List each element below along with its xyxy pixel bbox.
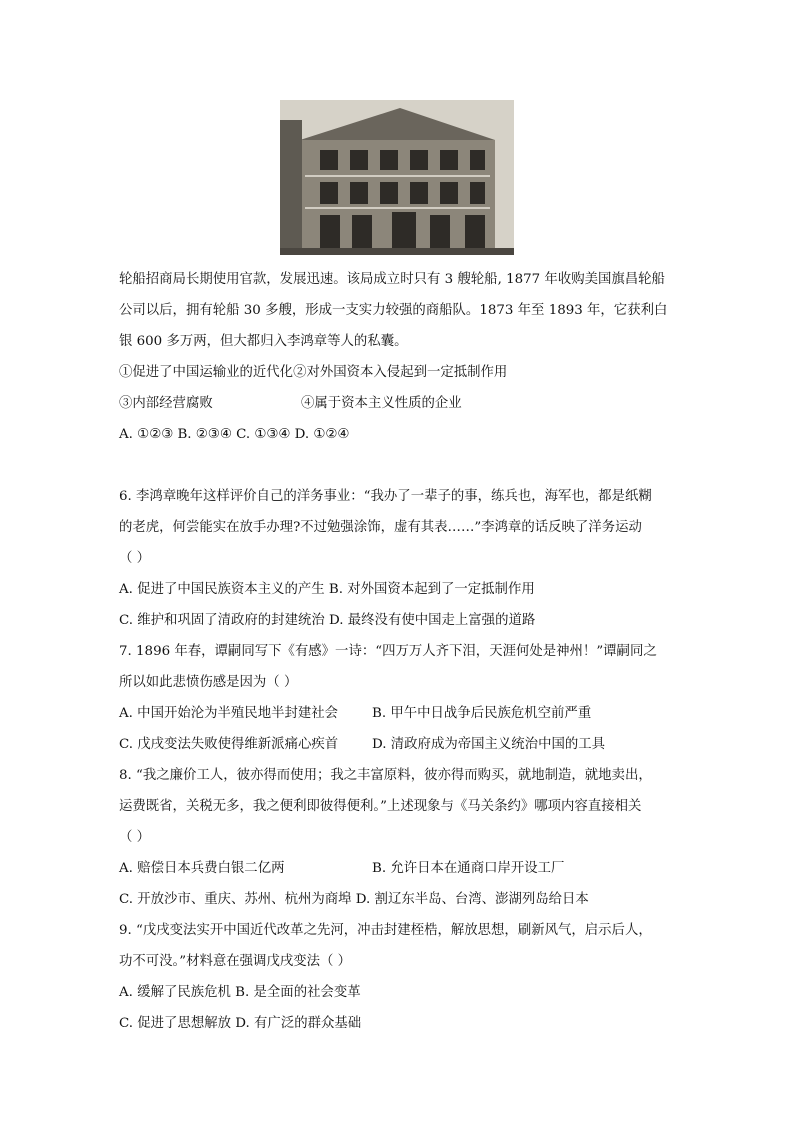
q6-bracket: （ ）: [119, 551, 151, 566]
passage-line-2: 公司以后，拥有轮船 30 多艘，形成一支实力较强的商船队。1873 年至 1893 年，它获利白: [119, 303, 668, 318]
passage-line-3: 银 600 多万两，但大都归入李鸿章等人的私囊。: [119, 334, 408, 349]
q6-options-ab: A. 促进了中国民族资本主义的产生 B. 对外国资本起到了一定抵制作用: [119, 582, 535, 597]
q9-stem-2: 功不可没。”材料意在强调戊戌变法（ ）: [119, 954, 352, 969]
q8-bracket: （ ）: [119, 830, 151, 845]
q8-stem-1: 8. “我之廉价工人，彼亦得而使用；我之丰富原料，彼亦得而购买，就地制造，就地卖出，: [119, 768, 652, 783]
building-photo: [280, 100, 514, 255]
q8-option-a: A. 赔偿日本兵费白银二亿两: [119, 861, 285, 876]
q8-stem-2: 运费既省，关税无多，我之便利即彼得便利。”上述现象与《马关条约》哪项内容直接相关: [119, 799, 642, 814]
building-photo-icon: [280, 100, 514, 255]
q6-stem-1: 6. 李鸿章晚年这样评价自己的洋务事业：“我办了一辈子的事，练兵也，海军也，都是纸糊: [119, 489, 652, 504]
q8-option-b: B. 允许日本在通商口岸开设工厂: [372, 861, 565, 876]
q9-options-cd: C. 促进了思想解放 D. 有广泛的群众基础: [119, 1016, 362, 1031]
q9-options-ab: A. 缓解了民族危机 B. 是全面的社会变革: [119, 985, 361, 1000]
passage-line-1: 轮船招商局长期使用官款，发展迅速。该局成立时只有 3 艘轮船, 1877 年收购美国旗昌轮船: [119, 272, 665, 287]
q8-options-cd: C. 开放沙市、重庆、苏州、杭州为商埠 D. 割辽东半岛、台湾、澎湖列岛给日本: [119, 892, 589, 907]
q7-option-a: A. 中国开始沦为半殖民地半封建社会: [119, 706, 339, 721]
q9-stem-1: 9. “戊戌变法实开中国近代改革之先河，冲击封建桎梏，解放思想，刷新风气，启示后人，: [119, 923, 652, 938]
statement-3: ③内部经营腐败: [119, 396, 213, 411]
statement-4: ④属于资本主义性质的企业: [301, 396, 462, 411]
q7-option-d: D. 清政府成为帝国主义统治中国的工具: [372, 737, 606, 752]
q7-option-c: C. 戊戌变法失败使得维新派痛心疾首: [119, 737, 339, 752]
q7-option-b: B. 甲午中日战争后民族危机空前严重: [372, 706, 592, 721]
q6-options-cd: C. 维护和巩固了清政府的封建统治 D. 最终没有使中国走上富强的道路: [119, 613, 536, 628]
statement-1-2: ①促进了中国运输业的近代化②对外国资本入侵起到一定抵制作用: [119, 365, 508, 380]
q7-stem-2: 所以如此悲愤伤感是因为（ ）: [119, 675, 298, 690]
q6-stem-2: 的老虎，何尝能实在放手办理?不过勉强涂饰，虚有其表……”李鸿章的话反映了洋务运动: [119, 520, 642, 535]
q5-options: A. ①②③ B. ②③④ C. ①③④ D. ①②④: [119, 427, 350, 442]
q7-stem-1: 7. 1896 年春，谭嗣同写下《有感》一诗：“四万万人齐下泪，天涯何处是神州！”谭嗣同之: [119, 644, 657, 659]
